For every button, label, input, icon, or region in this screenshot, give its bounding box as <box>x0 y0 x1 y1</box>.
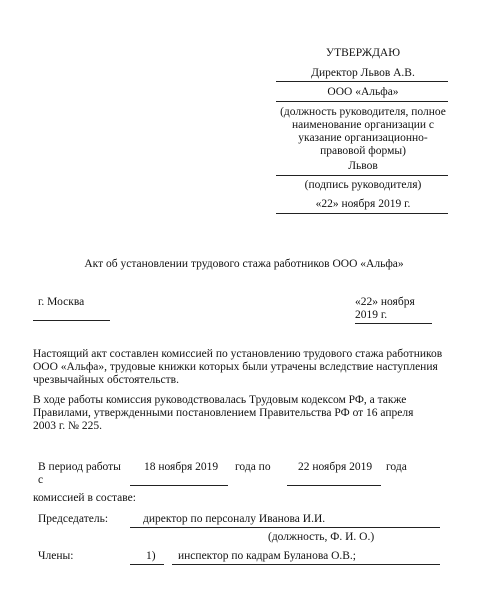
period-middle: года по <box>235 461 271 473</box>
paragraph-1-line-2: ООО «Альфа», трудовые книжки которых были утрачены вследствие наступления <box>33 361 438 373</box>
act-date-underline <box>355 323 432 324</box>
approval-signature: Львов <box>348 160 378 172</box>
chairman-underline <box>130 527 440 528</box>
paragraph-1-line-3: чрезвычайных обстоятельств. <box>33 374 179 386</box>
members-label: Члены: <box>38 550 74 562</box>
position-hint-line-1: (должность руководителя, полное <box>280 106 446 118</box>
approval-company: ООО «Альфа» <box>327 86 399 98</box>
paragraph-2-line-2: Правилами, утвержденными постановлением Правительства РФ от 16 апреля <box>33 407 414 419</box>
period-to: 22 ноября 2019 <box>298 461 373 473</box>
period-to-underline <box>287 485 381 486</box>
approval-director: Директор Львов А.В. <box>311 67 415 79</box>
period-from-underline <box>130 485 228 486</box>
signature-hint: (подпись руководителя) <box>304 179 422 191</box>
period-label-line-2: с <box>38 474 44 486</box>
member-1-underline <box>172 564 440 565</box>
city-underline <box>33 320 110 321</box>
act-title: Акт об установлении трудового стажа работников ООО «Альфа» <box>84 258 404 270</box>
chairman-value: директор по персоналу Иванова И.И. <box>143 513 326 525</box>
paragraph-1-line-1: Настоящий акт составлен комиссией по установлению трудового стажа работников <box>33 348 443 360</box>
act-date-line-1: «22» ноября <box>355 296 415 308</box>
period-label-line-1: В период работы <box>38 461 121 473</box>
chairman-label: Председатель: <box>38 513 109 525</box>
date-underline <box>276 213 448 214</box>
position-hint-line-2: наименование организации с <box>291 119 435 131</box>
company-underline <box>276 101 448 102</box>
act-city: г. Москва <box>38 296 85 308</box>
position-hint-line-4: правовой формы) <box>320 145 406 157</box>
approval-date: «22» ноября 2019 г. <box>315 198 411 210</box>
signature-underline <box>276 175 448 176</box>
chairman-hint: (должность, Ф. И. О.) <box>268 531 375 543</box>
act-date-line-2: 2019 г. <box>355 309 388 321</box>
approval-heading: УТВЕРЖДАЮ <box>325 47 401 59</box>
paragraph-2-line-1: В ходе работы комиссия руководствовалась Трудовым кодексом РФ, а также <box>33 394 407 406</box>
period-end: года <box>386 461 407 473</box>
position-hint-line-3: указание организационно- <box>298 132 428 144</box>
member-1-number: 1) <box>146 550 156 562</box>
commission-label: комиссией в составе: <box>33 492 136 504</box>
member-1-value: инспектор по кадрам Буланова О.В.; <box>178 550 356 562</box>
period-from: 18 ноября 2019 <box>144 461 219 473</box>
director-underline <box>276 81 448 82</box>
paragraph-2-line-3: 2003 г. № 225. <box>33 420 103 432</box>
member-number-underline <box>130 564 164 565</box>
